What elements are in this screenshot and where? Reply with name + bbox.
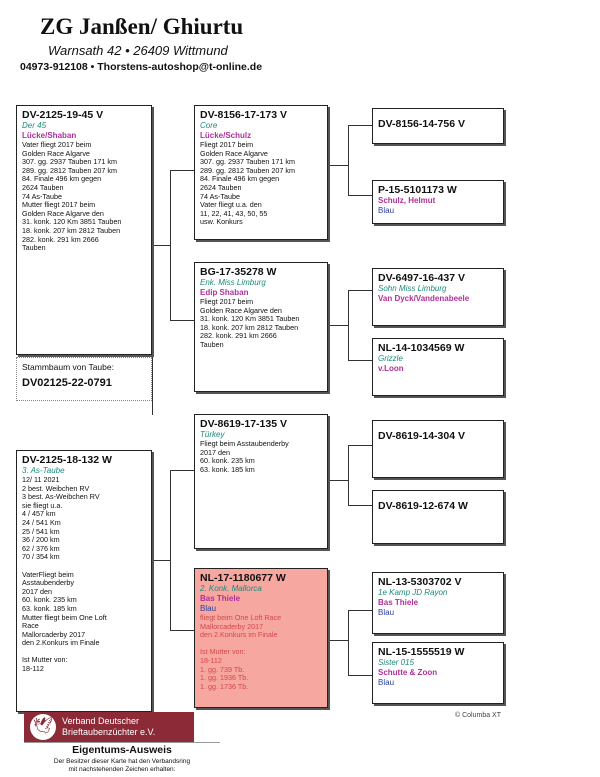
pedigree-fff-box — [372, 108, 504, 144]
pedigree-father-box — [16, 105, 152, 355]
note-line: 307. gg. 2937 Tauben 171 km — [200, 157, 295, 167]
feather-color: Blau — [378, 608, 395, 617]
note-line: 25 / 541 km — [22, 526, 60, 536]
stammbaum-label: Stammbaum von Taube: — [22, 362, 114, 372]
connector — [170, 630, 194, 631]
connector — [170, 170, 171, 320]
pedigree-ff-box — [194, 105, 328, 240]
connector — [348, 675, 372, 676]
connector — [152, 560, 170, 561]
note-line: den 2.Konkurs im Finale — [22, 638, 100, 648]
note-line: Ist Mutter von: — [200, 647, 246, 657]
note-line: 74 As-Taube — [22, 191, 62, 201]
ring-number: DV-2125-18-132 W — [22, 454, 112, 466]
association-name-line2: Brieftaubenzüchter e.V. — [62, 727, 156, 737]
note-line: Tauben — [200, 339, 224, 349]
note-line: 18-112 — [200, 655, 222, 665]
note-line: 74 As-Taube — [200, 191, 240, 201]
pedigree-mmm-box — [372, 642, 504, 704]
ring-number: P-15-5101173 W — [378, 184, 457, 196]
note-line: Golden Race Algarve den — [22, 208, 104, 218]
note-line: 2 best. Weibchen RV — [22, 483, 90, 493]
note-line: 1. gg. 1736 Tb. — [200, 681, 249, 691]
note-line: Race — [22, 621, 39, 631]
breeder-name: Schutte & Zoon — [378, 668, 438, 677]
note-line: 31. konk. 120 Km 3851 Tauben — [22, 217, 122, 227]
note-line: 18-112 — [22, 664, 44, 674]
ownership-card-title: Eigentums-Ausweis — [72, 744, 172, 756]
pedigree-mother-box — [16, 450, 152, 712]
note-line: 84. Finale 496 km gegen — [22, 174, 102, 184]
note-line: 4 / 457 km — [22, 509, 56, 519]
note-line: VaterFliegt beim — [22, 569, 74, 579]
ring-number: DV-6497-16-437 V — [378, 272, 465, 284]
ring-number: DV-8156-14-756 V — [378, 118, 465, 130]
breeder-name: Edip Shaban — [200, 288, 249, 297]
pigeon-name: Grizzle — [378, 354, 403, 363]
note-line: 2017 den — [200, 447, 230, 457]
feather-color: Blau — [378, 678, 395, 687]
note-line: 11, 22, 41, 43, 50, 55 — [200, 208, 268, 218]
note-line: Vater fliegt u.a. den — [200, 200, 262, 210]
note-line: 31. konk. 120 Km 3851 Tauben — [200, 314, 300, 324]
note-line: 2624 Tauben — [200, 182, 242, 192]
breeder-name: Lücke/Shaban — [22, 131, 77, 140]
note-line: 60. konk. 235 km — [22, 595, 77, 605]
pedigree-mmf-box — [372, 572, 504, 634]
connector — [328, 480, 348, 481]
ownership-card-text — [24, 758, 220, 774]
performance-notes — [200, 440, 322, 474]
pigeon-logo-icon: 🕊 — [30, 714, 56, 740]
performance-notes — [22, 476, 146, 674]
note-line: Ist Mutter von: — [22, 655, 68, 665]
note-line: 70 / 354 km — [22, 552, 60, 562]
association-name — [62, 716, 155, 738]
note-line: fliegt beim One Loft Race — [200, 613, 282, 622]
performance-notes — [200, 141, 322, 227]
note-line: Mutter fliegt 2017 beim — [22, 200, 96, 210]
note-line: 289. gg. 2812 Tauben 207 km — [22, 165, 117, 175]
pedigree-fmf-box — [372, 268, 504, 326]
note-line: 307. gg. 2937 Tauben 171 km — [22, 157, 117, 167]
pigeon-name: Core — [200, 121, 218, 130]
feather-color: Blau — [378, 206, 395, 215]
note-line: sie fliegt u.a. — [22, 500, 63, 510]
note-line: Fliegt beim Asstaubenderby — [200, 439, 289, 448]
connector — [170, 470, 171, 630]
breeder-name: Bas Thiele — [378, 598, 419, 607]
connector — [348, 610, 349, 675]
note-line: den 2.Konkurs im Finale — [200, 630, 278, 640]
ring-number: DV-8619-14-304 V — [378, 430, 465, 442]
note-line: 18. konk. 207 km 2812 Tauben — [200, 322, 299, 332]
ownership-card-line2: mit nachstehenden Zeichen erhalten: — [68, 766, 176, 773]
connector — [348, 290, 349, 360]
note-line: Vater fliegt 2017 beim — [22, 140, 92, 149]
connector — [170, 470, 194, 471]
stammbaum-ring: DV02125-22-0791 — [22, 377, 112, 389]
note-line: Golden Race Algarve den — [200, 305, 282, 315]
note-line: 36 / 200 km — [22, 535, 60, 545]
connector — [348, 610, 372, 611]
pedigree-ffm-box — [372, 180, 504, 224]
connector — [152, 245, 170, 246]
note-line: usw. Konkurs — [200, 217, 243, 227]
ring-number: BG-17-35278 W — [200, 266, 277, 278]
note-line: 60. konk. 235 km — [200, 456, 255, 466]
note-line: 289. gg. 2812 Tauben 207 km — [200, 165, 295, 175]
note-line: 63. konk. 185 km — [200, 464, 255, 474]
note-line: Golden Race Algarve — [200, 148, 268, 158]
ring-number: DV-2125-19-45 V — [22, 109, 104, 121]
pigeon-name: Sohn Miss Limburg — [378, 284, 447, 293]
breeder-contact: 04973-912108 • Thorstens-autoshop@t-online.de — [20, 61, 263, 73]
ring-number: DV-8156-17-173 V — [200, 109, 287, 121]
performance-notes — [200, 298, 322, 350]
note-line: 2624 Tauben — [22, 182, 64, 192]
connector — [170, 170, 194, 171]
connector — [348, 125, 349, 195]
pigeon-name: Enk. Miss Limburg — [200, 278, 266, 287]
pigeon-name: Sister 015 — [378, 658, 415, 667]
note-line: 12/ 11 2021 — [22, 475, 60, 484]
connector — [348, 360, 372, 361]
breeder-name: Lücke/Schulz — [200, 131, 252, 140]
note-line: 1. gg. 1936 Tb. — [200, 673, 249, 683]
connector — [152, 225, 153, 415]
connector — [348, 195, 372, 196]
connector — [348, 125, 372, 126]
ring-number: NL-14-1034569 W — [378, 342, 465, 354]
pigeon-name: 2. Konk. Mallorca — [200, 584, 262, 593]
pedigree-mf-box — [194, 414, 328, 549]
note-line: 62 / 376 km — [22, 543, 60, 553]
note-line: Mutter fliegt beim One Loft — [22, 612, 107, 622]
connector — [328, 640, 348, 641]
connector — [328, 165, 348, 166]
note-line: 24 / 541 Km — [22, 517, 61, 527]
breeder-name: Schulz, Helmut — [378, 196, 436, 205]
pedigree-mff-box — [372, 420, 504, 478]
note-line: 1. gg. 739 Tb. — [200, 664, 245, 674]
note-line: 84. Finale 496 km gegen — [200, 174, 280, 184]
breeder-address: Warnsath 42 • 26409 Wittmund — [48, 43, 228, 58]
connector — [348, 445, 349, 505]
pigeon-name: 3. As-Taube — [22, 466, 65, 475]
connector — [348, 445, 372, 446]
connector — [170, 320, 194, 321]
connector — [348, 505, 372, 506]
performance-notes — [200, 614, 322, 691]
performance-notes — [22, 141, 146, 253]
note-line: Asstaubenderby — [22, 578, 74, 588]
note-line: 282. konk. 291 km 2666 — [22, 234, 99, 244]
pigeon-name: 1e Kamp JD Rayon — [378, 588, 448, 597]
pedigree-fm-box — [194, 262, 328, 392]
note-line: 63. konk. 185 km — [22, 603, 77, 613]
breeder-title: ZG Janßen/ Ghiurtu — [40, 14, 244, 39]
breeder-name: v.Loon — [378, 364, 404, 373]
note-line: Mallorcaderby 2017 — [22, 629, 86, 639]
feather-color: Blau — [200, 604, 217, 613]
pedigree-mfm-box — [372, 490, 504, 544]
note-line: Mallorcaderby 2017 — [200, 621, 264, 631]
note-line: 282. konk. 291 km 2666 — [200, 331, 277, 341]
note-line: Fliegt 2017 beim — [200, 140, 254, 149]
connector — [328, 325, 348, 326]
note-line: Fliegt 2017 beim — [200, 297, 254, 306]
breeder-name: Van Dyck/Vandenabeele — [378, 294, 470, 303]
association-name-line1: Verband Deutscher — [62, 716, 140, 726]
note-line: 18. konk. 207 km 2812 Tauben — [22, 225, 121, 235]
ring-number: NL-13-5303702 V — [378, 576, 462, 588]
note-line: Tauben — [22, 243, 46, 253]
ownership-card-line1: Der Besitzer dieser Karte hat den Verbandsring — [53, 758, 191, 765]
pedigree-mm-box — [194, 568, 328, 708]
copyright-note: © Columba XT — [455, 712, 502, 719]
ring-number: NL-15-1555519 W — [378, 646, 465, 658]
note-line: 2017 den — [22, 586, 52, 596]
breeder-name: Bas Thiele — [200, 594, 241, 603]
pigeon-name: Der 45 — [22, 121, 47, 130]
pigeon-name: Türkey — [200, 430, 225, 439]
ring-number: DV-8619-17-135 V — [200, 418, 287, 430]
pedigree-fmm-box — [372, 338, 504, 396]
ring-number: DV-8619-12-674 W — [378, 500, 468, 512]
connector — [348, 290, 372, 291]
ring-number: NL-17-1180677 W — [200, 572, 286, 584]
note-line: Golden Race Algarve — [22, 148, 90, 158]
note-line: 3 best. As-Weibchen RV — [22, 492, 100, 502]
